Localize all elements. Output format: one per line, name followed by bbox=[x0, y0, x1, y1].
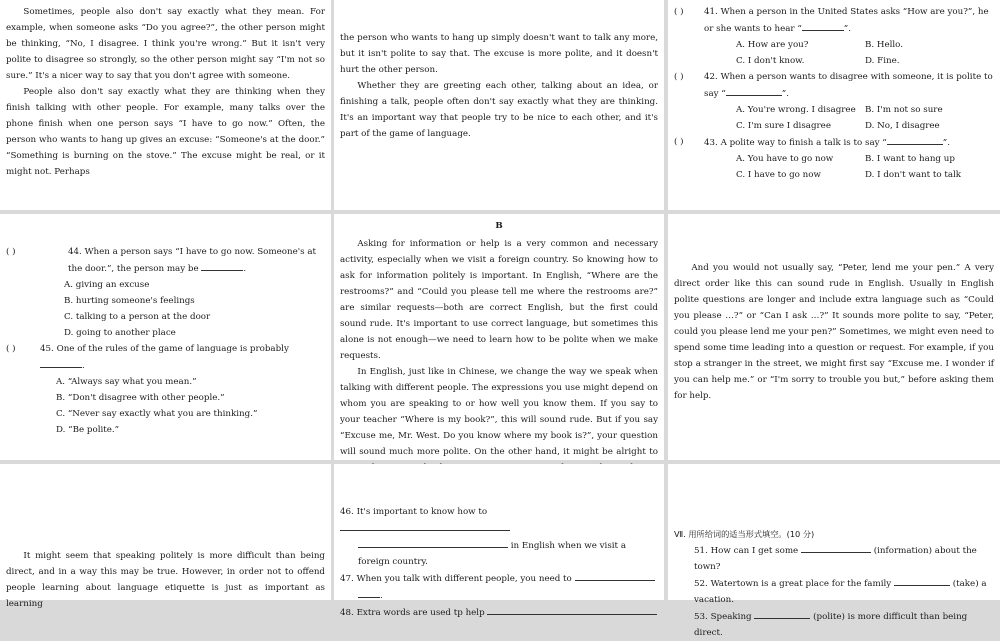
option-a[interactable]: A. “Always say what you mean.” bbox=[56, 377, 197, 387]
option-b[interactable]: B. hurting someone's feelings bbox=[64, 296, 195, 306]
question-44 bbox=[6, 244, 325, 277]
option-c[interactable]: C. I have to go now bbox=[736, 170, 821, 180]
slide-thumbnail-8[interactable] bbox=[334, 464, 664, 618]
question-46-cont bbox=[340, 537, 658, 570]
passage-paragraph: People also don't say exactly what they are thinking when they finish talking with other people. For example, many talks over the phone finish when one person says “I have to go now.” Often, the person who wants to hang up gives an excuse: “Someone's at the door.” “Something is burning on the stove.” The excuse might be real, or it might not. Perhaps bbox=[6, 87, 325, 177]
question-47-cont bbox=[340, 587, 658, 604]
question-stem: 51. How can I get some bbox=[694, 546, 799, 556]
answer-blank[interactable] bbox=[894, 575, 950, 586]
section-heading: Ⅶ. 用所给词的适当形式填空。(10 分) bbox=[674, 529, 815, 539]
answer-blank[interactable] bbox=[340, 520, 510, 531]
question-stem: 44. When a person says “I have to go now. Someone's at the door.”, the person may be bbox=[68, 247, 317, 274]
option-a[interactable]: A. You have to go now bbox=[736, 154, 834, 164]
question-stem-end: ”. bbox=[843, 24, 851, 34]
passage-paragraph: the person who wants to hang up simply doesn't want to talk any more, but it isn't polite to say that. The excuse is more polite, and it doesn't hurt the other person. bbox=[340, 33, 658, 75]
option-b[interactable]: B. I'm not so sure bbox=[865, 105, 943, 115]
option-d[interactable]: D. “Be polite.” bbox=[56, 425, 120, 435]
question-stem: 52. Watertown is a great place for the family bbox=[694, 579, 892, 589]
section-heading: B bbox=[495, 221, 503, 231]
slide-thumbnail-5[interactable] bbox=[334, 214, 664, 460]
question-stem: in English when we visit a foreign country. bbox=[358, 541, 626, 567]
slide-thumbnail-7[interactable] bbox=[0, 464, 331, 609]
question-stem-end: (information) about the town? bbox=[694, 546, 977, 572]
question-stem: 46. It's important to know how to bbox=[340, 507, 488, 517]
answer-blank[interactable] bbox=[358, 587, 380, 598]
option-c[interactable]: C. “Never say exactly what you are thinking.” bbox=[56, 409, 258, 419]
answer-blank[interactable] bbox=[201, 260, 243, 271]
options-41 bbox=[674, 37, 994, 69]
passage-paragraph: In English, just like in Chinese, we change the way we speak when talking with different people. The expressions you use might depend on whom you are speaking to or how well you know them. If you say to your teacher “Where is my book?”, this will sound rude. But if you say “Excuse me, Mr. West. Do you know where my book is?”, your question will sound much more polite. On the other hand, it might be alright to bbox=[340, 367, 658, 457]
question-stem: 45. One of the rules of the game of language is probably bbox=[40, 344, 289, 354]
option-c[interactable]: C. I'm sure I disagree bbox=[736, 121, 831, 131]
answer-bracket[interactable]: ( ) bbox=[674, 7, 684, 17]
option-c[interactable]: C. I don't know. bbox=[736, 56, 805, 66]
question-53 bbox=[674, 608, 994, 641]
options-45 bbox=[6, 374, 325, 438]
passage-paragraph: Sometimes, people also don't say exactly what they mean. For example, when someone asks “Do you agree?”, the other person might be thinking, “No, I disagree. I think you're wrong.” But it isn't very polite to disagree so strongly, so the other person might say “I'm not so sure.” It's a nicer way to say that you don't agree with someone. bbox=[6, 7, 325, 81]
question-46 bbox=[340, 504, 658, 537]
slide-thumbnail-1[interactable] bbox=[0, 0, 331, 210]
option-b[interactable]: B. I want to hang up bbox=[865, 154, 955, 164]
question-stem-end: ”. bbox=[942, 138, 950, 148]
option-d[interactable]: D. I don't want to talk bbox=[865, 170, 962, 180]
answer-blank[interactable] bbox=[754, 608, 810, 619]
passage-paragraph: Whether they are greeting each other, talking about an idea, or finishing a talk, people often don't say exactly what they are thinking. It's an important way that people try to be nice to each other, and it's part of the game of language. bbox=[340, 81, 658, 139]
answer-blank[interactable] bbox=[575, 570, 655, 581]
passage-paragraph: Asking for information or help is a very common and necessary activity, especially when we visit a foreign country. So knowing how to ask for information politely is important. In English, “Where are the restrooms?” and “Could you please tell me where the restrooms are?” are similar requests—both are correct English, but the first could sound rude. It's important to use correct language, but sometimes this alone is not enough—we need to learn how to be polite when we make requests. bbox=[340, 239, 658, 361]
answer-bracket[interactable]: ( ) bbox=[674, 137, 684, 147]
answer-bracket[interactable]: ( ) bbox=[6, 247, 16, 257]
answer-blank[interactable] bbox=[726, 85, 782, 96]
question-stem: 47. When you talk with different people, you need to bbox=[340, 574, 572, 584]
question-stem-end: . bbox=[243, 264, 247, 274]
answer-bracket[interactable]: ( ) bbox=[674, 72, 684, 82]
passage-paragraph: It might seem that speaking politely is more difficult than being direct, and in a way this may be true. However, in order not to offend people learning about language etiquette is just as important as learning bbox=[6, 551, 325, 609]
option-d[interactable]: D. No, I disagree bbox=[865, 121, 940, 131]
question-stem: 41. When a person in the United States asks “How are you?”, he or she wants to hear “ bbox=[704, 7, 989, 34]
question-stem-end: . bbox=[82, 361, 85, 371]
question-41 bbox=[674, 4, 994, 37]
answer-blank[interactable] bbox=[40, 357, 82, 368]
question-stem-end: . bbox=[380, 591, 383, 601]
options-44 bbox=[6, 277, 325, 341]
slide-thumbnail-3[interactable] bbox=[668, 0, 1000, 210]
question-47 bbox=[340, 570, 658, 587]
option-a[interactable]: A. giving an excuse bbox=[64, 280, 150, 290]
question-48 bbox=[340, 604, 658, 621]
question-stem-end: ”. bbox=[781, 89, 789, 99]
answer-blank[interactable] bbox=[487, 604, 657, 615]
option-d[interactable]: D. going to another place bbox=[64, 328, 176, 338]
options-42 bbox=[674, 102, 994, 134]
question-43 bbox=[674, 134, 994, 151]
option-b[interactable]: B. “Don't disagree with other people.” bbox=[56, 393, 225, 403]
slide-thumbnail-6[interactable] bbox=[668, 214, 1000, 460]
slide-thumbnail-2[interactable] bbox=[334, 0, 664, 210]
option-b[interactable]: B. Hello. bbox=[865, 40, 904, 50]
question-stem: 53. Speaking bbox=[694, 612, 752, 622]
option-c[interactable]: C. talking to a person at the door bbox=[64, 312, 211, 322]
question-42 bbox=[674, 69, 994, 102]
question-45 bbox=[6, 341, 325, 374]
answer-bracket[interactable]: ( ) bbox=[6, 344, 16, 354]
question-stem: 43. A polite way to finish a talk is to say “ bbox=[704, 138, 887, 148]
question-stem: 48. Extra words are used tp help bbox=[340, 608, 485, 618]
question-51 bbox=[674, 542, 994, 575]
answer-blank[interactable] bbox=[802, 20, 844, 31]
option-a[interactable]: A. You're wrong. I disagree bbox=[736, 105, 856, 115]
answer-blank[interactable] bbox=[358, 537, 508, 548]
question-52 bbox=[674, 575, 994, 608]
answer-blank[interactable] bbox=[801, 542, 871, 553]
option-a[interactable]: A. How are you? bbox=[736, 40, 809, 50]
passage-paragraph: And you would not usually say, “Peter, lend me your pen.” A very direct order like this can sound rude in English. Usually in English polite questions are longer and include extra language such as “Could you please …?” or “Can I ask …?” It sounds more polite to say, “Peter, could you please lend me your pen?” Sometimes, we might even need to spend some time leading into a question or request. For example, if you stop a stranger in the street, we might first say “Excuse me. I wonder if you can help me.” or “I'm sorry to trouble you but,” before asking them for help. bbox=[674, 263, 994, 401]
slide-thumbnail-9[interactable] bbox=[668, 464, 1000, 638]
options-43 bbox=[674, 151, 994, 183]
question-stem: 42. When a person wants to disagree with someone, it is polite to say “ bbox=[704, 72, 993, 99]
question-stem-end: (take) a vacation. bbox=[694, 579, 987, 605]
question-stem-end: (polite) is more difficult than being direct. bbox=[694, 612, 968, 638]
answer-blank[interactable] bbox=[887, 134, 943, 145]
option-d[interactable]: D. Fine. bbox=[865, 56, 900, 66]
slide-thumbnail-4[interactable] bbox=[0, 214, 331, 460]
